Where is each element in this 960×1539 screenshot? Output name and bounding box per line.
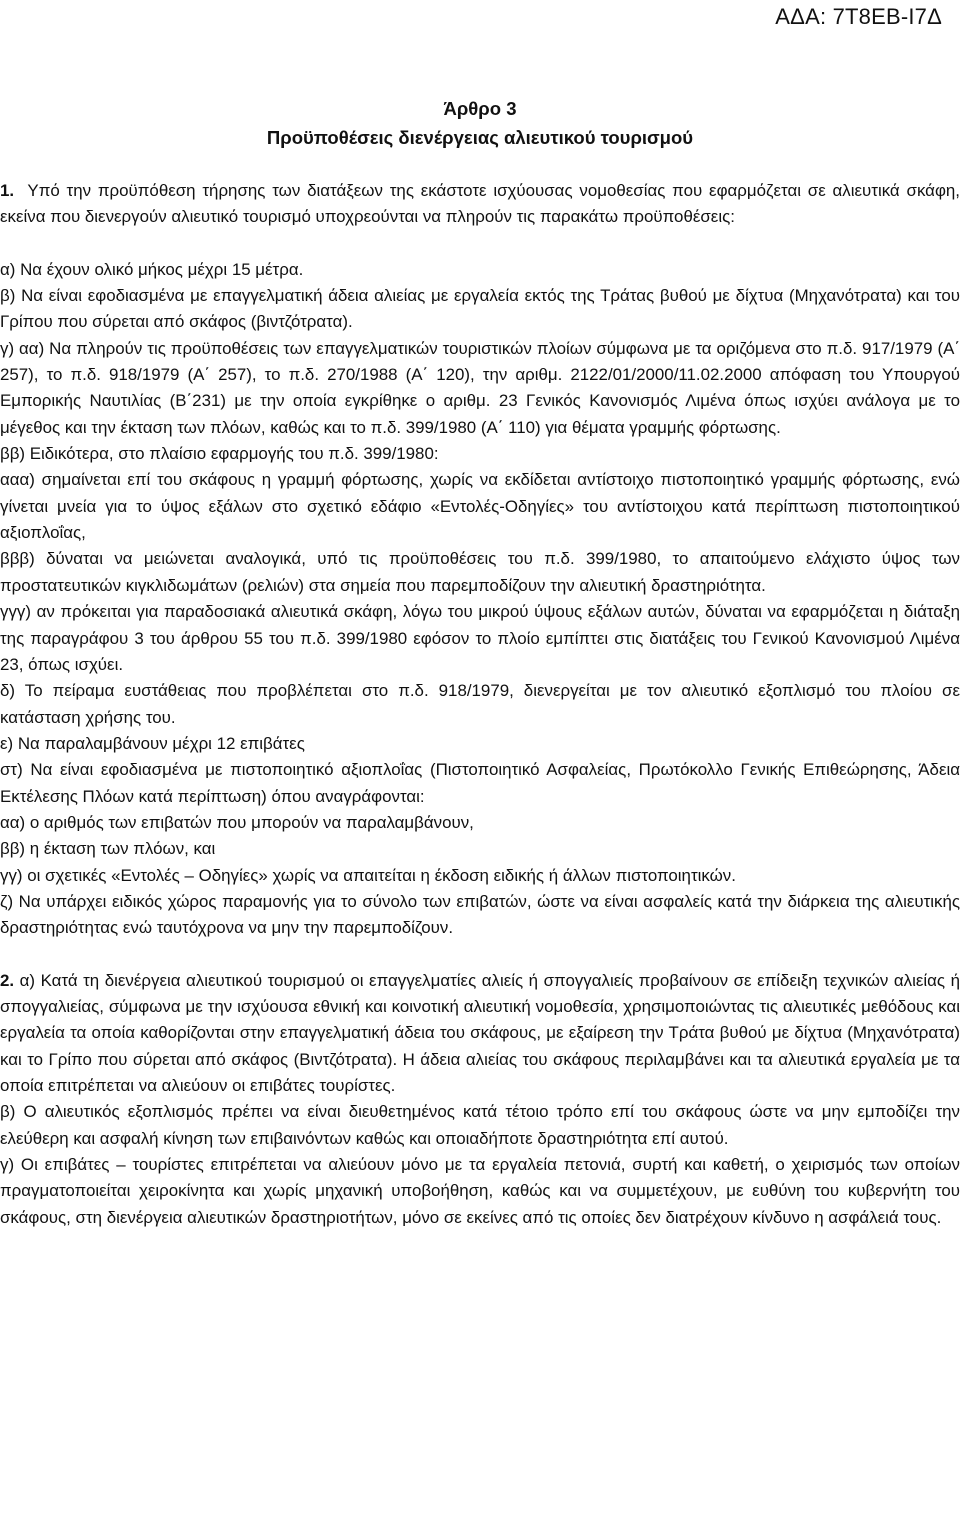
item-1st-aa: αα) ο αριθμός των επιβατών που μπορούν να παραλαμβάνουν, [0, 812, 474, 832]
document-body [0, 178, 960, 1231]
article-number: Άρθρο 3 [443, 98, 517, 119]
item-1c-bb: ββ) Ειδικότερα, στο πλαίσιο εφαρμογής του π.δ. 399/1980: [0, 444, 439, 464]
item-1e: ε) Να παραλαμβάνουν μέχρι 12 επιβάτες [0, 733, 305, 753]
item-1d: δ) Το πείραμα ευστάθειας που προβλέπεται στο π.δ. 918/1979, διενεργείται με τον αλιευτικό εξοπλισμό του πλοίου σε κατάσταση χρήσης του. [0, 681, 960, 727]
paragraph-2c: γ) Οι επιβάτες – τουρίστες επιτρέπεται να αλιεύουν μόνο με τα εργαλεία πετονιά, συρτή και καθετή, ο χειρισμός των οποίων πραγματοποιείται χειροκίνητα και χωρίς μηχανική υποβοήθηση, καθώς και να συμμετέχουν, με ευθύνη του κυβερνήτη του σκάφους, στη διενέργεια αλιευτικών δραστηριοτήτων, μόνο σε εκείνες από τις οποίες δεν διατρέχουν κίνδυνο η ασφάλειά τους. [0, 1155, 960, 1227]
item-1c-aaa: ααα) σημαίνεται επί του σκάφους η γραμμή φόρτωσης, χωρίς να εκδίδεται αντίστοιχο πιστοποιητικό γραμμής φόρτωσης, ενώ γίνεται μνεία για το ύψος εξάλων στο σχετικό εδάφιο «Εντολές-Οδηγίες» του αντίστοιχου κατά περίπτωση πιστοποιητικού αξιοπλοΐας, [0, 470, 960, 543]
paragraph-1-intro [0, 178, 960, 231]
paragraph-2-number: 2. [0, 970, 15, 990]
ada-code: ΑΔΑ: 7Τ8ΕΒ-Ι7Δ [775, 4, 942, 29]
item-1c-aa: γ) αα) Να πληρούν τις προϋποθέσεις των επαγγελματικών τουριστικών πλοίων σύμφωνα με τα οριζόμενα στο π.δ. 917/1979 (Α΄ 257), το π.δ. 918/1979 (Α΄ 257), το π.δ. 270/1988 (Α΄ 120), την αριθμ. 2122/01/2000/11.02.2000 απόφαση του Υπουργού Εμπορικής Ναυτιλίας (Β΄231) με την οποία εγκρίθηκε ο αριθμ. 23 Γενικός Κανονισμός Λιμένα όπως ισχύει ανάλογα με το μέγεθος και την έκταση των πλόων, καθώς και το π.δ. 399/1980 (Α΄ 110) για θέματα γραμμής φόρτωσης. [0, 338, 960, 437]
item-1a: α) Να έχουν ολικό μήκος μέχρι 15 μέτρα. [0, 259, 304, 279]
item-1c-bbb: βββ) δύναται να μειώνεται αναλογικά, υπό τις προϋποθέσεις του π.δ. 399/1980, το απαιτούμενο ελάχιστο ύψος των προστατευτικών κιγκλιδωμάτων (ρελιών) στα σημεία που παρεμποδίζουν την αλιευτική δραστηριότητα. [0, 549, 960, 595]
paragraph-2b: β) Ο αλιευτικός εξοπλισμός πρέπει να είναι διευθετημένος κατά τέτοιο τρόπο επί του σκάφους ώστε να μην εμποδίζει την ελεύθερη και ασφαλή κίνηση των επιβαινόντων καθώς και οποιαδήποτε δραστηριότητα επί αυτού. [0, 1102, 960, 1148]
item-1st-gg: γγ) οι σχετικές «Εντολές – Οδηγίες» χωρίς να απαιτείται η έκδοση ειδικής ή άλλων πιστοποιητικών. [0, 865, 736, 885]
paragraph-1-number: 1. [0, 181, 15, 200]
item-1b: β) Να είναι εφοδιασμένα με επαγγελματική άδεια αλιείας με εργαλεία εκτός της Τράτας βυθού με δίχτυα (Μηχανότρατα) και του Γρίπου που σύρεται από σκάφος (βιντζότρατα). [0, 286, 960, 332]
item-1st: στ) Να είναι εφοδιασμένα με πιστοποιητικό αξιοπλοΐας (Πιστοποιητικό Ασφαλείας, Πρωτόκολλο Γενικής Επιθεώρησης, Άδεια Εκτέλεσης Πλόων κατά περίπτωση) όπου αναγράφονται: [0, 760, 960, 806]
item-1st-bb: ββ) η έκταση των πλόων, και [0, 839, 216, 859]
paragraph-2a-text: α) Κατά τη διενέργεια αλιευτικού τουρισμού οι επαγγελματίες αλιείς ή σπογγαλιείς προβαίνουν σε επίδειξη τεχνικών αλιείας ή σπογγαλιείας, σύμφωνα με την ισχύουσα εθνική και κοινοτική αλιευτική νομοθεσία, χρησιμοποιώντας τις αλιευτικές μεθόδους και εργαλεία τα οποία καθορίζονται στην επαγγελματική άδεια του σκάφους, με εξαίρεση την Τράτα βυθού με δίχτυα (Μηχανότρατα) και το Γρίπο που σύρεται από σκάφος (Βιντζότρατα). Η άδεια αλιείας του σκάφους περιλαμβάνει και τα αλιευτικά εργαλεία με τα οποία επιτρέπεται να αλιεύουν οι επιβάτες τουρίστες. [0, 970, 960, 1095]
item-1z: ζ) Να υπάρχει ειδικός χώρος παραμονής για το σύνολο των επιβατών, ώστε να είναι ασφαλείς κατά την διάρκεια της αλιευτικής δραστηριότητας ενώ ταυτόχρονα να μην την παρεμποδίζουν. [0, 891, 960, 938]
article-title: Προϋποθέσεις διενέργειας αλιευτικού τουρισμού [266, 127, 694, 148]
paragraph-1-intro-text: Υπό την προϋπόθεση τήρησης των διατάξεων της εκάστοτε ισχύουσας νομοθεσίας που εφαρμόζεται σε αλιευτικά σκάφη, εκείνα που διενεργούν αλιευτικό τουρισμό υποχρεούνται να πληρούν τις παρακάτω προϋποθέσεις: [0, 181, 960, 227]
paragraph-2a [0, 968, 960, 1100]
item-1c-ggg: γγγ) αν πρόκειται για παραδοσιακά αλιευτικά σκάφη, λόγω του μικρού ύψους εξάλων αυτών, δύναται να εφαρμόζεται η διάταξη της παραγράφου 3 του άρθρου 55 του π.δ. 399/1980 εφόσον το πλοίο εμπίπτει στις διατάξεις του Γενικού Κανονισμού Λιμένα 23, όπως ισχύει. [0, 602, 960, 674]
